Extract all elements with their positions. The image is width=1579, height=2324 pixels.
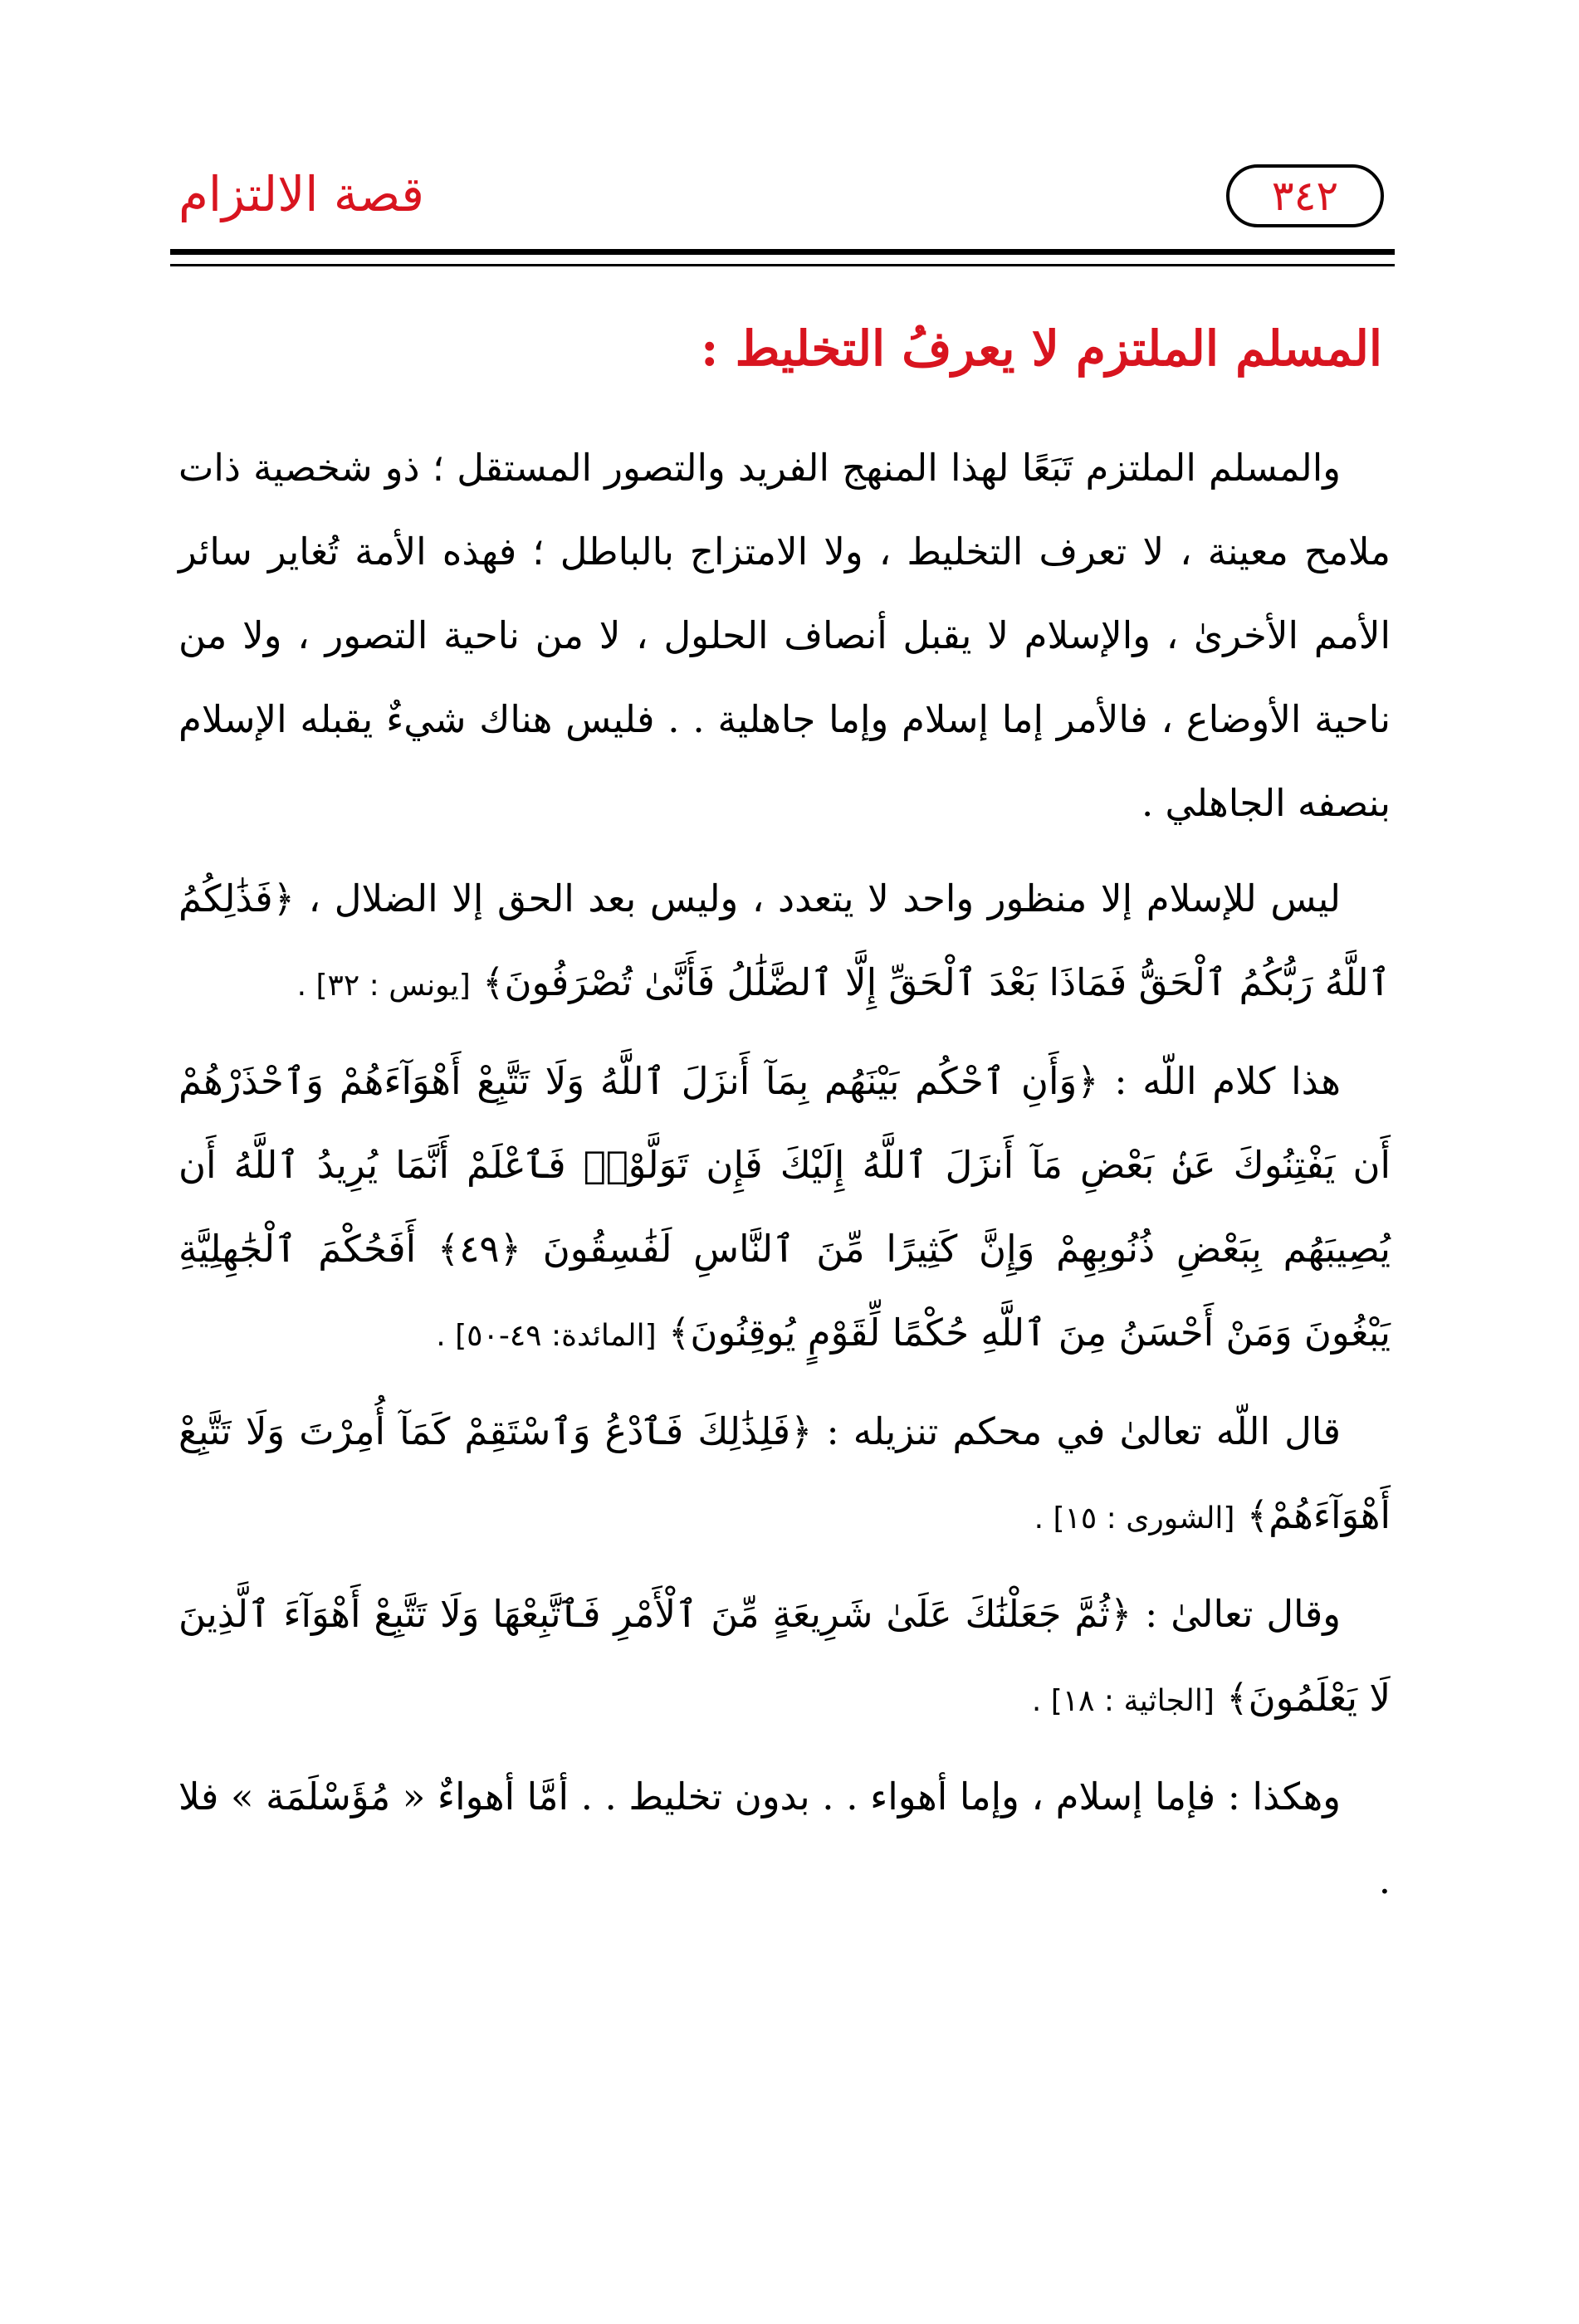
verse-reference: [يونس : ٣٢] . bbox=[296, 969, 471, 1003]
quran-verse: ﴿فَلِذَٰلِكَ فَٱدْعُ وَٱسْتَقِمْ كَمَآ أُمِرْتَ وَلَا تَتَّبِعْ أَهْوَآءَهُمْ﴾ bbox=[178, 1409, 1391, 1537]
paragraph-5 bbox=[178, 1572, 1391, 1743]
quran-verse: ﴿فَذَٰلِكُمُ ٱللَّهُ رَبُّكُمُ ٱلْحَقُّ فَمَاذَا بَعْدَ ٱلْحَقِّ إِلَّا ٱلضَّلَٰلُ فَأَنَّىٰ تُصْرَفُونَ﴾ bbox=[178, 876, 1391, 1004]
paragraph-text: وقال تعالىٰ : bbox=[1145, 1592, 1341, 1636]
paragraph-1 bbox=[178, 426, 1391, 845]
page-number: ٣٤٢ bbox=[1226, 164, 1384, 227]
paragraph-6 bbox=[178, 1755, 1391, 1922]
paragraph-3 bbox=[178, 1039, 1391, 1378]
paragraph-text: ليس للإسلام إلا منظور واحد لا يتعدد ، وليس بعد الحق إلا الضلال ، bbox=[308, 876, 1341, 920]
quran-verse: ﴿ثُمَّ جَعَلْنَٰكَ عَلَىٰ شَرِيعَةٍ مِّنَ ٱلْأَمْرِ فَٱتَّبِعْهَا وَلَا تَتَّبِعْ أَهْوَآءَ ٱلَّذِينَ لَا يَعْلَمُونَ﴾ bbox=[178, 1592, 1391, 1720]
verse-reference: [الشورى : ١٥] . bbox=[1034, 1501, 1235, 1536]
header-rule-thin bbox=[170, 264, 1395, 266]
quran-verse: ﴿وَأَنِ ٱحْكُم بَيْنَهُم بِمَآ أَنزَلَ ٱللَّهُ وَلَا تَتَّبِعْ أَهْوَآءَهُمْ وَٱحْذَرْهُمْ أَن يَفْتِنُوكَ عَنۢ بَعْضِ مَآ أَنزَلَ ٱللَّهُ إِلَيْكَ فَإِن تَوَلَّوْا۟ فَٱعْلَمْ أَنَّمَا يُرِيدُ ٱللَّهُ أَن يُصِيبَهُم بِبَعْضِ ذُنُوبِهِمْ وَإِنَّ كَثِيرًا مِّنَ ٱلنَّاسِ لَفَٰسِقُونَ ﴿٤٩﴾ أَفَحُكْمَ ٱلْجَٰهِلِيَّةِ يَبْغُونَ وَمَنْ أَحْسَنُ مِنَ ٱللَّهِ حُكْمًا لِّقَوْمٍ يُوقِنُونَ﴾ bbox=[178, 1059, 1391, 1355]
section-heading: المسلم الملتزم لا يعرفُ التخليط : bbox=[701, 320, 1382, 377]
paragraph-4 bbox=[178, 1389, 1391, 1560]
paragraph-text: هذا كلام اللّه : bbox=[1114, 1059, 1341, 1103]
verse-reference: [الجاثية : ١٨] . bbox=[1031, 1684, 1215, 1718]
paragraph-text: والمسلم الملتزم تَبَعًا لهذا المنهج الفريد والتصور المستقل ؛ ذو شخصية ذات ملامح معينة ، لا تعرف التخليط ، ولا الامتزاج بالباطل ؛ فهذه الأمة تُغاير سائر الأمم الأخرىٰ ، والإسلام لا يقبل أنصاف الحلول ، لا من ناحية التصور ، ولا من ناحية الأوضاع ، فالأمر إما إسلام وإما جاهلية . . فليس هناك شيءٌ يقبله الإسلام بنصفه الجاهلي . bbox=[178, 446, 1391, 825]
verse-reference: [المائدة: ٤٩-٥٠] . bbox=[436, 1319, 657, 1353]
paragraph-text: قال اللّه تعالىٰ في محكم تنزيله : bbox=[826, 1409, 1341, 1453]
page-content bbox=[178, 303, 1391, 1934]
page-header bbox=[178, 158, 1391, 249]
paragraph-text: وهكذا : فإما إسلام ، وإما أهواء . . بدون تخليط . . أمَّا أهواءٌ « مُؤَسْلَمَة » فلا . bbox=[178, 1775, 1391, 1902]
book-title: قصة الالتزام bbox=[178, 166, 424, 222]
paragraph-2 bbox=[178, 857, 1391, 1028]
header-rule-thick bbox=[170, 249, 1395, 255]
